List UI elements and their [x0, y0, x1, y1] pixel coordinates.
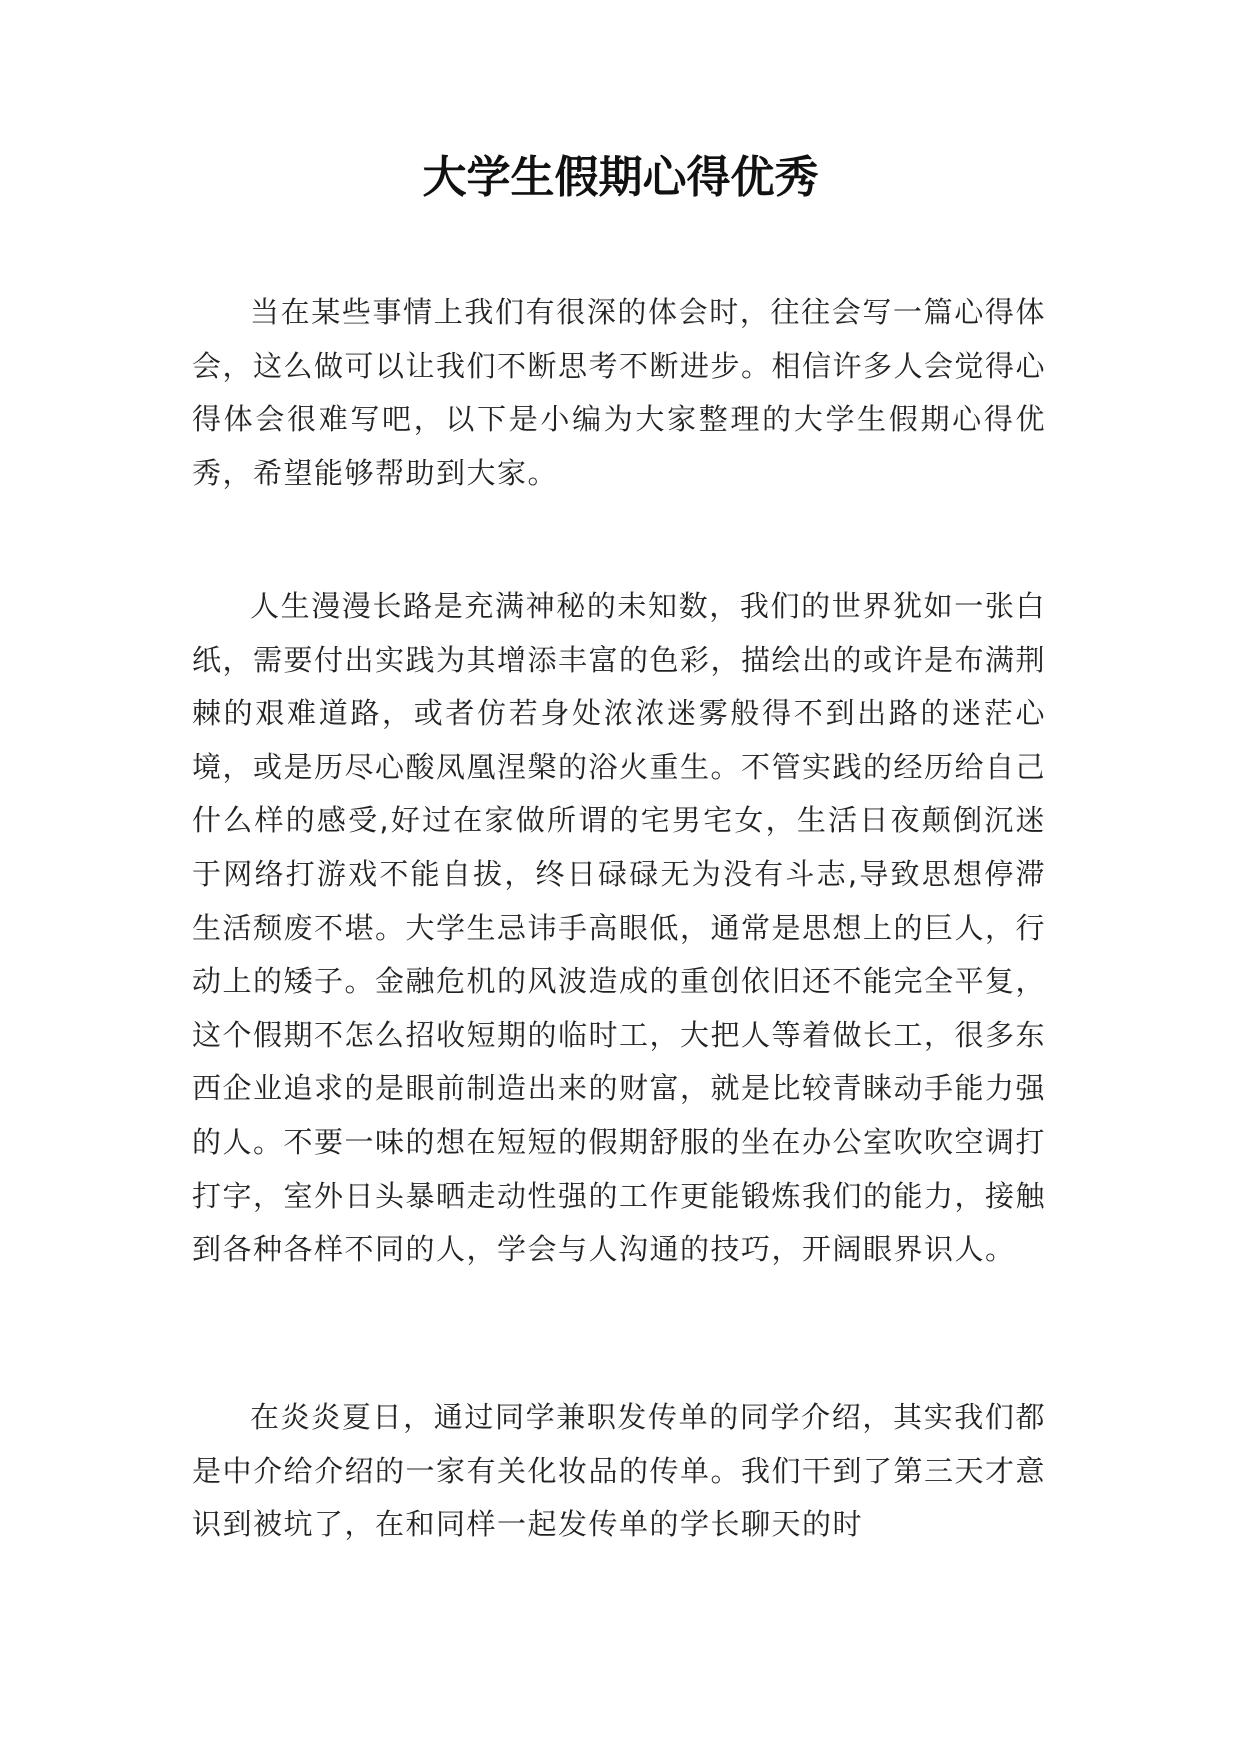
body-paragraph: 在炎炎夏日，通过同学兼职发传单的同学介绍，其实我们都是中介给介绍的一家有关化妆品的传单。我们干到了第三天才意识到被坑了，在和同样一起发传单的学长聊天的时	[192, 1400, 1047, 1542]
document-title: 大学生假期心得优秀	[422, 152, 819, 203]
intro-paragraph: 当在某些事情上我们有很深的体会时，往往会写一篇心得体会，这么做可以让我们不断思考不断进步。相信许多人会觉得心得体会很难写吧，以下是小编为大家整理的大学生假期心得优秀，希望能够帮助到大家。	[192, 295, 1047, 490]
body-paragraph: 人生漫漫长路是充满神秘的未知数，我们的世界犹如一张白纸，需要付出实践为其增添丰富的色彩，描绘出的或许是布满荆棘的艰难道路，或者仿若身处浓浓迷雾般得不到出路的迷茫心境，或是历尽心酸凤凰涅槃的浴火重生。不管实践的经历给自己什么样的感受,好过在家做所谓的宅男宅女，生活日夜颠倒沉迷于网络打游戏不能自拔，终日碌碌无为没有斗志,导致思想停滞生活颓废不堪。大学生忌讳手高眼低，通常是思想上的巨人，行动上的矮子。金融危机的风波造成的重创依旧还不能完全平复，这个假期不怎么招收短期的临时工，大把人等着做长工，很多东西企业追求的是眼前制造出来的财富，就是比较青睐动手能力强的人。不要一味的想在短短的假期舒服的坐在办公室吹吹空调打打字，室外日头暴晒走动性强的工作更能锻炼我们的能力，接触到各种各样不同的人，学会与人沟通的技巧，开阔眼界识人。	[192, 589, 1047, 1267]
